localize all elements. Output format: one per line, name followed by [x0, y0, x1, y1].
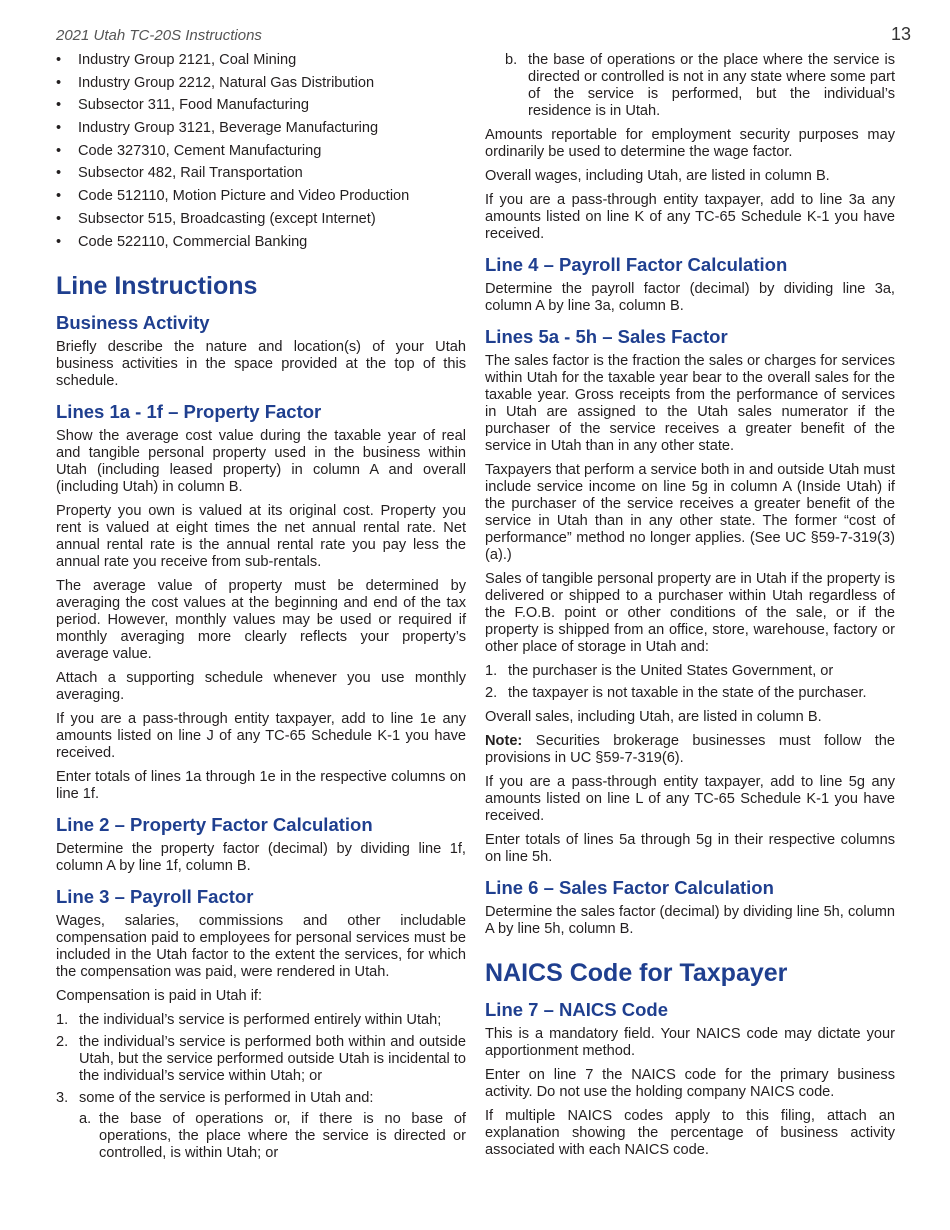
paragraph: If you are a pass-through entity taxpayer, add to line 5g any amounts listed on line L of any TC-65 Schedule K-1 you have received. — [485, 774, 895, 824]
bullet-icon: • — [56, 188, 62, 205]
list-item: • Industry Group 2212, Natural Gas Distribution — [56, 74, 375, 91]
line2-heading: Line 2 – Property Factor Calculation — [56, 813, 373, 835]
paragraph: Taxpayers that perform a service both in and outside Utah must include service income on line 5g in column A (Inside Utah) if the purchaser of the service receives a greater benefit of the service in Utah than in any other state. The former “cost of performance” method no longer applies. (See UC §59-7-319(3)(a).) — [485, 462, 895, 563]
list-item: • Subsector 311, Food Manufacturing — [56, 97, 309, 114]
bullet-icon: • — [56, 97, 62, 114]
paragraph: Amounts reportable for employment security purposes may ordinarily be used to determine the wage factor. — [485, 127, 895, 160]
paragraph: Overall wages, including Utah, are listed in column B. — [485, 168, 830, 184]
property-factor-heading: Lines 1a - 1f – Property Factor — [56, 400, 322, 422]
bullet-icon: • — [56, 120, 62, 137]
paragraph: Attach a supporting schedule whenever you use monthly averaging. — [56, 669, 466, 703]
paragraph: The sales factor is the fraction the sales or charges for services within Utah for the taxable year bear to the overall sales for the taxable year. Gross receipts from the performance of services in Utah are assigned to the Utah sales numerator if the purchaser of the service receives a greater benefit of the service in Utah than in any other state. — [485, 353, 895, 454]
paragraph: Determine the sales factor (decimal) by dividing line 5h, column A by line 5h, column B. — [485, 904, 895, 937]
list-item: b. the base of operations or the place where the service is directed or controlled is not in any state where some part of the service is performed, but the individual’s residence is in Utah. — [505, 52, 895, 119]
list-item: 1. the purchaser is the United States Government, or — [485, 663, 834, 679]
line5-heading: Lines 5a - 5h – Sales Factor — [485, 326, 728, 347]
list-item: 2. the taxpayer is not taxable in the state of the purchaser. — [485, 685, 867, 701]
business-activity-text: Briefly describe the nature and location(s) of your Utah business activities in the space provided at the top of this schedule. — [56, 338, 466, 389]
paragraph: Overall sales, including Utah, are listed in column B. — [485, 709, 822, 725]
bullet-icon: • — [56, 142, 62, 159]
paragraph: Show the average cost value during the taxable year of real and tangible personal property used in the business within Utah (including leased property) in column A and overall (including Utah) in column B. — [56, 427, 466, 495]
bullet-icon: • — [56, 233, 62, 250]
page-number: 13 — [890, 24, 911, 44]
paragraph: Enter on line 7 the NAICS code for the primary business activity. Do not use the holding company NAICS code. — [485, 1067, 895, 1100]
note-label: Note: — [485, 733, 523, 749]
compensation-sublist-continued — [505, 52, 895, 120]
list-item: a. the base of operations or, if there is no base of operations, the place where the service is directed or controlled, is within Utah; or — [79, 1110, 466, 1161]
list-item: • Industry Group 2121, Coal Mining — [56, 52, 297, 68]
list-item: 1. the individual’s service is performed entirely within Utah; — [56, 1011, 442, 1028]
bullet-icon: • — [56, 165, 62, 182]
note-paragraph — [485, 733, 895, 767]
paragraph: If multiple NAICS codes apply to this filing, attach an explanation showing the percentage of business activity associated with each NAICS code. — [485, 1108, 895, 1158]
line6-heading: Line 6 – Sales Factor Calculation — [485, 877, 774, 898]
paragraph: Compensation is paid in Utah if: — [56, 987, 263, 1004]
line-instructions-heading: Line Instructions — [56, 271, 258, 300]
list-item: • Subsector 515, Broadcasting (except Internet) — [56, 210, 376, 227]
compensation-sublist — [79, 1111, 466, 1162]
paragraph: Sales of tangible personal property are in Utah if the property is delivered or shipped to a purchaser within Utah regardless of the F.O.B. point or other conditions of the sale, or if the property is shipped from an office, store, warehouse, factory or other place of storage in Utah and: — [485, 571, 895, 655]
note-text: Securities brokerage businesses must follow the provisions in UC §59-7-319(6). — [485, 733, 895, 766]
list-item: • Code 522110, Commercial Banking — [56, 233, 308, 250]
paragraph: If you are a pass-through entity taxpayer, add to line 1e any amounts listed on line J of any TC-65 Schedule K-1 you have received. — [56, 710, 466, 761]
right-column — [485, 52, 895, 1166]
list-item: • Industry Group 3121, Beverage Manufacturing — [56, 120, 379, 137]
left-column — [56, 52, 466, 1169]
compensation-list — [56, 1012, 466, 1162]
line7-heading: Line 7 – NAICS Code — [485, 999, 668, 1020]
bullet-icon: • — [56, 210, 62, 227]
list-item: • Code 327310, Cement Manufacturing — [56, 142, 322, 159]
industry-list — [56, 52, 466, 251]
line4-heading: Line 4 – Payroll Factor Calculation — [485, 254, 788, 275]
paragraph: Property you own is valued at its original cost. Property you rent is valued at eight times the net annual rental rate. Net annual rental rate is the annual rental rate you pay less the annual rate you receive from sub-rentals. — [56, 502, 466, 570]
paragraph: Determine the payroll factor (decimal) by dividing line 3a, column A by line 3a, column B. — [485, 281, 895, 314]
naics-heading: NAICS Code for Taxpayer — [485, 959, 788, 987]
paragraph: Determine the property factor (decimal) by dividing line 1f, column A by line 1f, column B. — [56, 840, 466, 874]
paragraph: This is a mandatory field. Your NAICS code may dictate your apportionment method. — [485, 1026, 895, 1059]
bullet-icon: • — [56, 74, 62, 91]
business-activity-heading: Business Activity — [56, 311, 210, 333]
paragraph: Enter totals of lines 5a through 5g in their respective columns on line 5h. — [485, 832, 895, 865]
list-item: • Code 512110, Motion Picture and Video Production — [56, 188, 410, 205]
list-item: 2. the individual’s service is performed both within and outside Utah, but the service performed outside Utah is incidental to the individual’s service within Utah; or — [56, 1033, 466, 1084]
list-item: 3. some of the service is performed in Utah and: a. the base of operations or, if there is no base of operations, the place where the service is directed or controlled, is within Utah; or — [56, 1089, 466, 1161]
running-title: 2021 Utah TC-20S Instructions — [56, 27, 262, 44]
paragraph: The average value of property must be determined by averaging the cost values at the beginning and end of the tax period. However, monthly values may be used or required if monthly averaging more clearly reflects your property’s average value. — [56, 577, 466, 662]
list-item: • Subsector 482, Rail Transportation — [56, 165, 303, 182]
paragraph: Wages, salaries, commissions and other includable compensation paid to employees for personal services must be included in the Utah factor to the extent the services, for which the compensation was paid, were rendered in Utah. — [56, 912, 466, 980]
bullet-icon: • — [56, 52, 62, 68]
paragraph: Enter totals of lines 1a through 1e in the respective columns on line 1f. — [56, 768, 466, 802]
paragraph: If you are a pass-through entity taxpayer, add to line 3a any amounts listed on line K of any TC-65 Schedule K-1 you have received. — [485, 192, 895, 242]
line3-heading: Line 3 – Payroll Factor — [56, 885, 254, 907]
sales-list — [485, 663, 895, 702]
